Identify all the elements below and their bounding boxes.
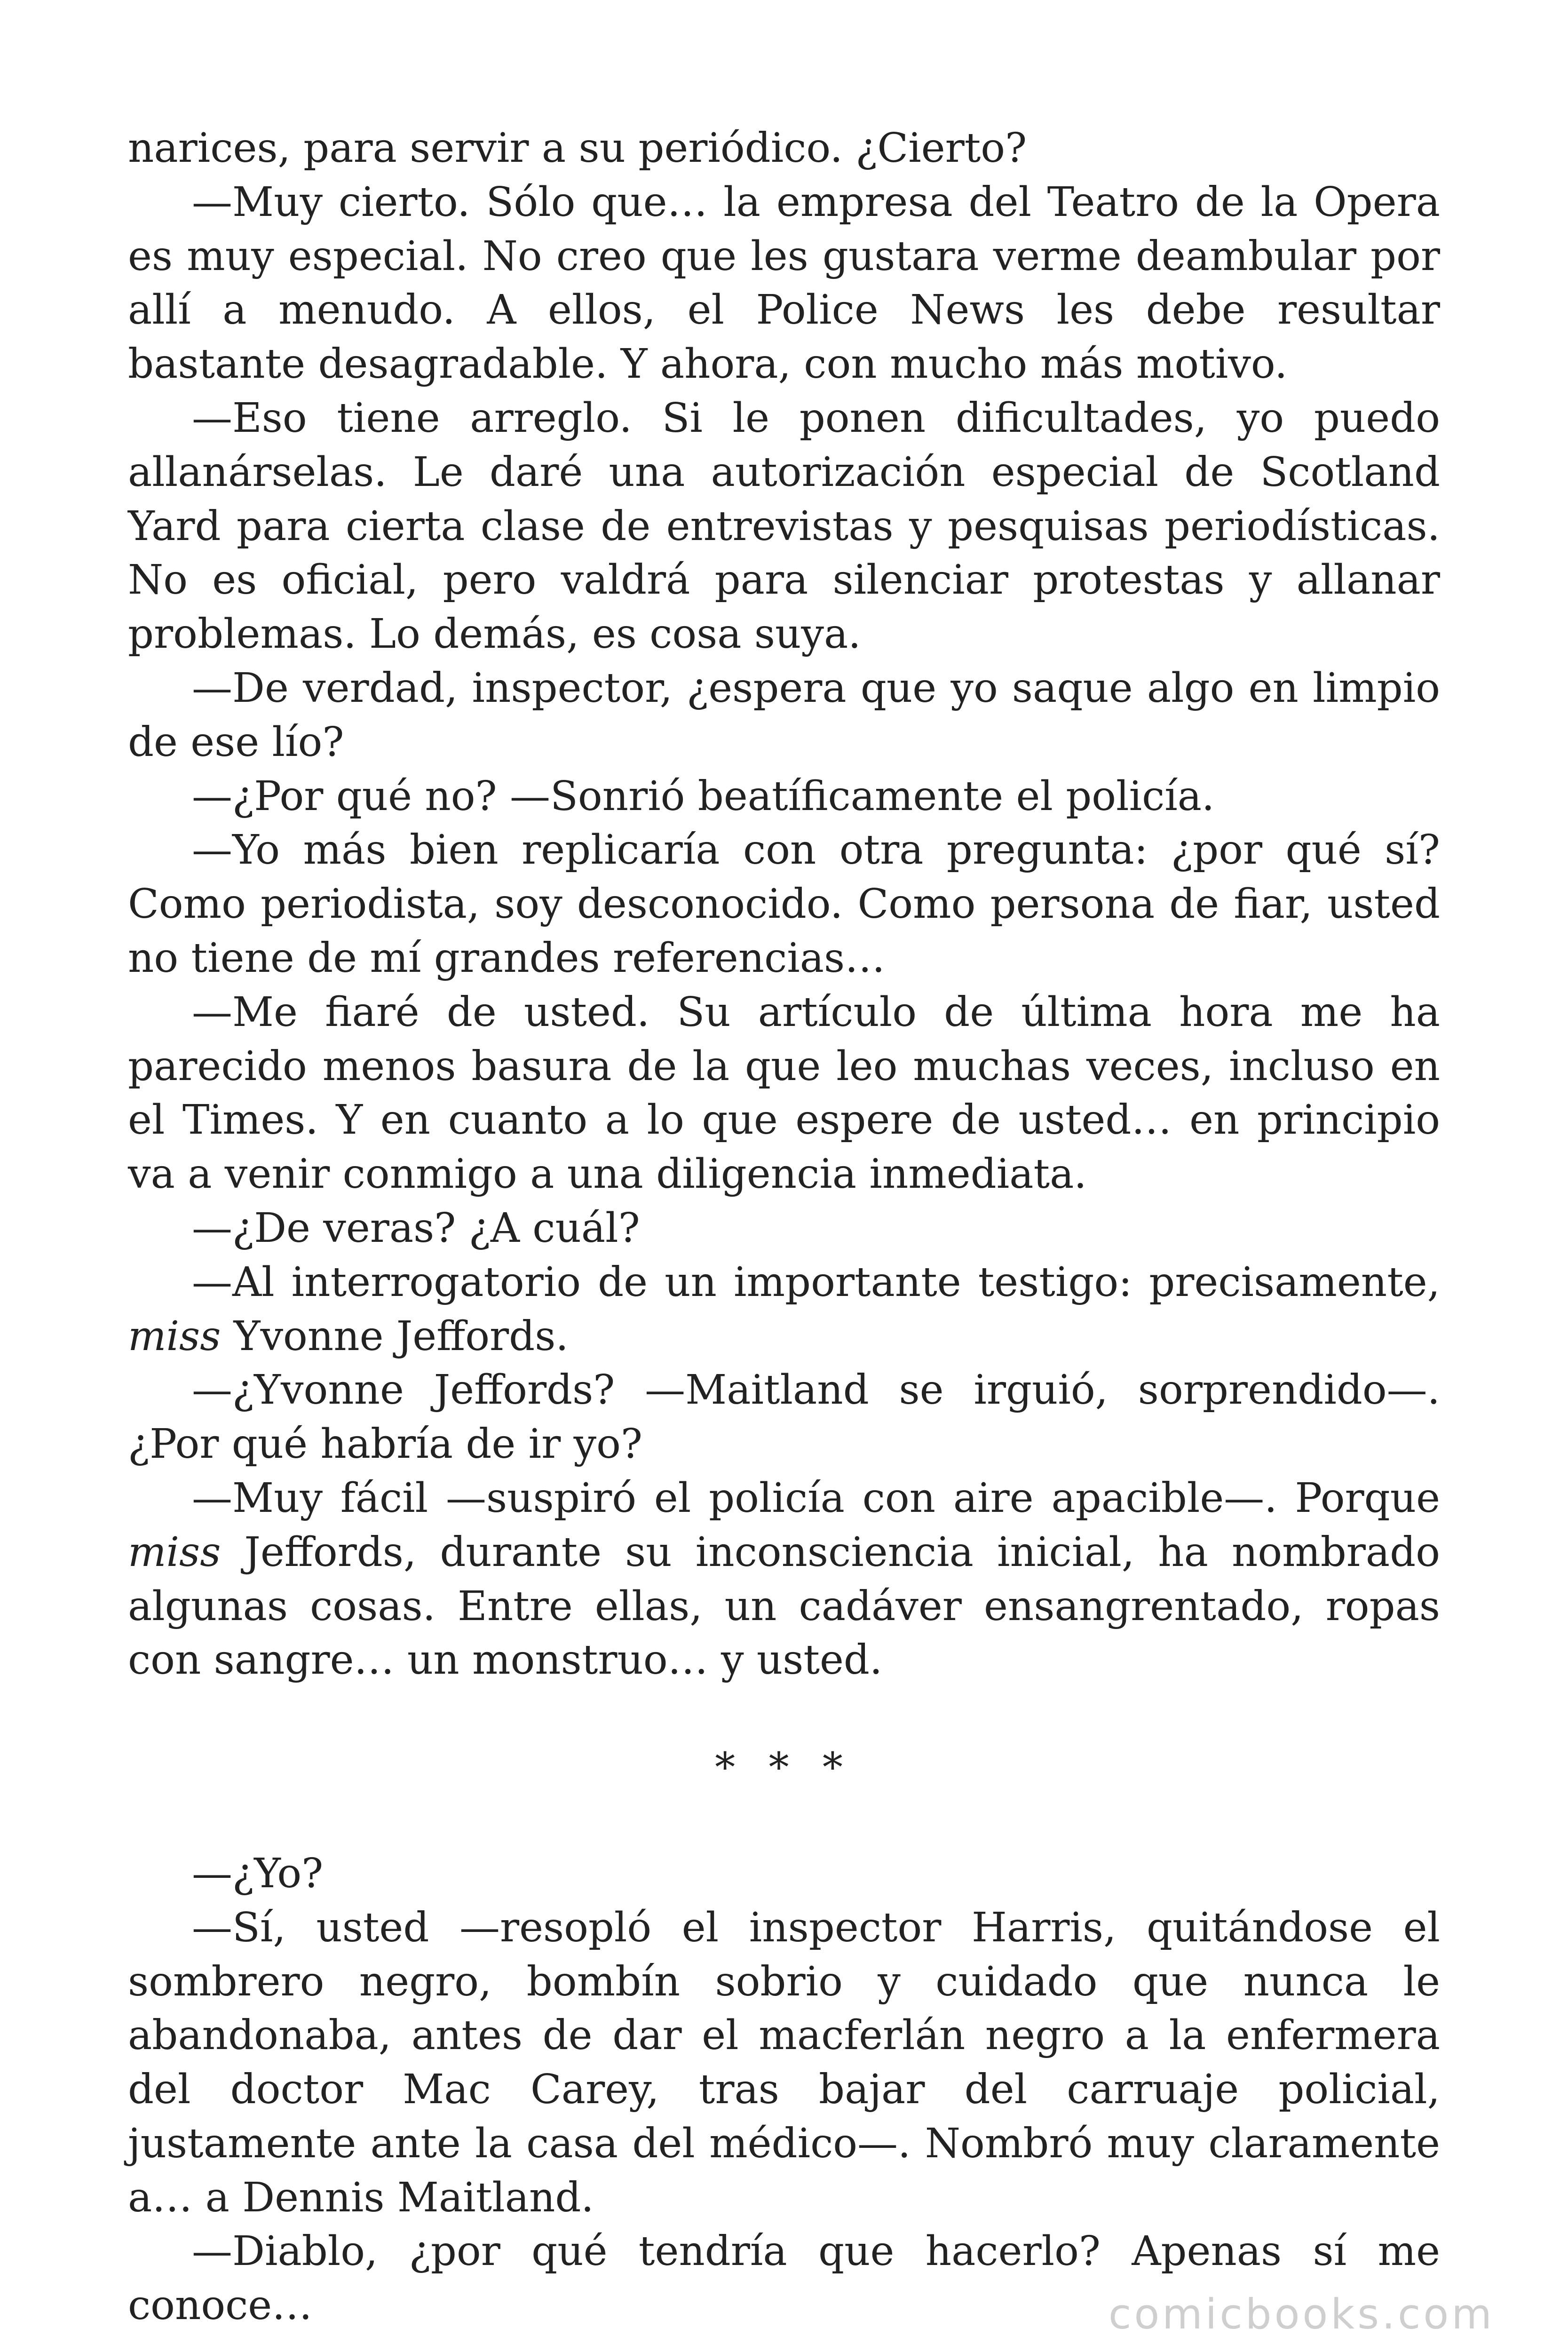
paragraph: —De verdad, inspector, ¿espera que yo saque algo en limpio de ese lío? bbox=[128, 664, 1440, 766]
paragraph: —Yo más bien replicaría con otra pregunta: ¿por qué sí? Como periodista, soy desconocido. Como persona de fiar, usted no tiene de mí grandes referencias… bbox=[128, 826, 1440, 982]
paragraph: —Diablo, ¿por qué tendría que hacerlo? Apenas sí me conoce… bbox=[128, 2228, 1440, 2329]
paragraph: narices, para servir a su periódico. ¿Cierto? bbox=[128, 125, 1027, 172]
paragraph: —Eso tiene arreglo. Si le ponen dificultades, yo puedo allanárselas. Le daré una autorización especial de Scotland Yard para cierta clase de entrevistas y pesquisas periodísticas. No es oficial, pero valdrá para silenciar protestas y allanar problemas. Lo demás, es cosa suya. bbox=[128, 394, 1440, 658]
paragraph-text: Jeffords, durante su inconsciencia inicial, ha nombrado algunas cosas. Entre ellas, un cadáver ensangrentado, ropas con sangre… un monstruo… y usted. bbox=[128, 1528, 1440, 1684]
italic-word: miss bbox=[128, 1528, 221, 1576]
paragraph-text: —Muy fácil —suspiró el policía con aire apacible—. Porque bbox=[192, 1474, 1440, 1522]
paragraph: —Sí, usted —resopló el inspector Harris, quitándose el sombrero negro, bombín sobrio y cuidado que nunca le abandonaba, antes de dar el macferlán negro a la enfermera del doctor Mac Carey, tras bajar del carruaje policial, justamente ante la casa del médico—. Nombró muy claramente a… a Dennis Maitland. bbox=[128, 1904, 1440, 2221]
paragraph: —¿Yo? bbox=[192, 1850, 324, 1897]
paragraph: —¿Por qué no? —Sonrió beatíficamente el policía. bbox=[192, 772, 1215, 820]
paragraph: —Muy cierto. Sólo que… la empresa del Teatro de la Opera es muy especial. No creo que les gustara verme deambular por allí a menudo. A ellos, el Police News les debe resultar bastante desagradable. Y ahora, con mucho más motivo. bbox=[128, 178, 1440, 388]
book-page-body bbox=[128, 121, 1440, 2333]
paragraph: —¿Yvonne Jeffords? —Maitland se irguió, sorprendido—. ¿Por qué habría de ir yo? bbox=[128, 1367, 1440, 1468]
paragraph bbox=[128, 1471, 1440, 1687]
section-separator: * * * bbox=[715, 1744, 853, 1792]
paragraph-text: —Al interrogatorio de un importante testigo: precisamente, bbox=[192, 1258, 1440, 1306]
italic-word: miss bbox=[128, 1312, 221, 1360]
paragraph: —¿De veras? ¿A cuál? bbox=[192, 1204, 640, 1252]
paragraph: —Me fiaré de usted. Su artículo de última hora me ha parecido menos basura de la que leo muchas veces, incluso en el Times. Y en cuanto a lo que espere de usted… en principio va a venir conmigo a una diligencia inmediata. bbox=[128, 988, 1440, 1198]
watermark: comicbooks.com bbox=[1108, 2290, 1495, 2338]
paragraph bbox=[128, 1255, 1440, 1364]
paragraph-text: Yvonne Jeffords. bbox=[221, 1312, 569, 1360]
